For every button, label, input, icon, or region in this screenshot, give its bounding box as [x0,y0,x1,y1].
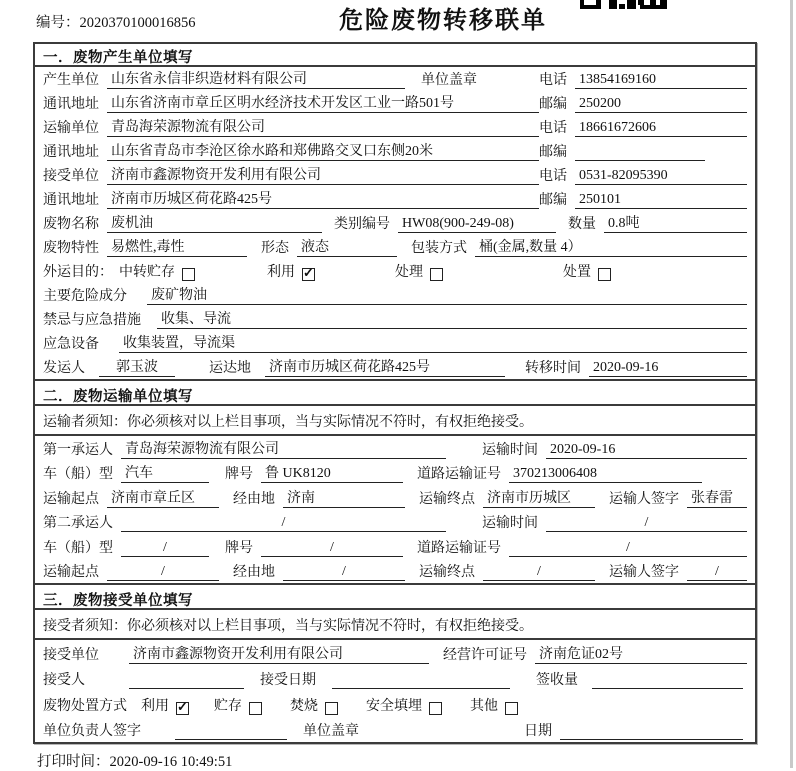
hazard-components-value: 废矿物油 [147,284,747,305]
via1-value: 济南 [283,487,405,508]
received-qty-label: 签收量 [536,673,578,688]
road-permit1-value: 370213006408 [509,466,702,483]
transporter-zip-value [575,160,705,161]
phone-label: 电话 [539,73,567,88]
end-label: 运输终点 [419,491,475,507]
sender-value: 郭玉波 [99,356,175,377]
emergency-equip-value: 收集装置，导流渠 [119,332,747,353]
dispatch-row [35,355,755,379]
section-1-header: 一．废物产生单位填写 [35,44,755,67]
producer-label: 产生单位 [43,73,99,88]
producer-phone-group [539,69,747,89]
producer-address-row [35,91,755,115]
purpose-option-treat [395,261,443,281]
option-label: 其他 [470,698,498,714]
receiver-label: 接受单位 [43,169,99,184]
receiver-name-value: 济南市鑫源物资开发利用有限公司 [107,164,539,185]
producer-address-value: 山东省济南市章丘区明水经济技术开发区工业一路501号 [107,92,539,113]
zip-label: 邮编 [539,193,567,208]
checkbox-icon [505,702,518,715]
waste-name-value: 废机油 [107,212,322,233]
disposal-option-landfill [366,695,442,715]
road-permit-label: 道路运输证号 [417,540,501,556]
transfer-purpose-label: 外运目的： [43,265,113,280]
option-label: 利用 [141,698,169,714]
plate-label: 牌号 [225,540,253,556]
disposal-option-other [470,695,518,715]
carrier-sign-label: 运输人签字 [609,491,679,507]
print-time-label: 打印时间： [37,754,110,770]
accept-unit-label: 接受单位 [43,647,99,663]
accept-date-label: 接受日期 [260,673,316,688]
plate2-value: / [261,540,403,557]
option-label: 焚烧 [290,698,318,714]
taboo-measures-label: 禁忌与应急措施 [43,313,141,328]
checkbox-icon [430,268,443,281]
packing-label: 包装方式 [411,241,467,256]
purpose-option-dispose [563,261,611,281]
transporter-phone-value: 18661672606 [575,120,747,137]
producer-zip-group [539,93,747,113]
transporter-name-value: 青岛海荣源物流有限公司 [107,116,539,137]
carrier-sign2-value: / [687,564,747,581]
section-2-body [35,436,755,583]
option-label: 中转贮存 [119,265,175,280]
waste-name-row [35,211,755,235]
address-label: 通讯地址 [43,193,99,208]
disposal-method-row [35,691,755,717]
end1-value: 济南市历城区 [483,487,595,508]
carrier-sign1-value: 张春雷 [687,487,747,508]
purpose-option-use [267,261,315,281]
transporter-label: 运输单位 [43,121,99,136]
address-label: 通讯地址 [43,145,99,160]
category-code-label: 类别编号 [334,217,390,232]
option-label: 利用 [267,265,295,280]
vehicle-type1-value: 汽车 [121,462,209,483]
carrier-sign-label: 运输人签字 [609,565,679,580]
doc-number-value: 2020370100016856 [79,15,196,31]
end-label: 运输终点 [419,565,475,580]
origin2-value: / [107,564,219,581]
qr-code-fragment-icon [580,0,668,9]
print-time-value: 2020-09-16 10:49:51 [109,754,233,770]
plate1-value: 鲁 UK8120 [261,462,403,483]
origin-label: 运输起点 [43,491,99,507]
accept-unit-row [35,640,755,666]
checkbox-icon [598,268,611,281]
producer-phone-value: 13854169160 [575,72,747,89]
license-value: 济南危证02号 [535,643,747,664]
transporter-address-value: 山东省青岛市李沧区徐水路和郑佛路交叉口东侧20米 [107,140,539,161]
hazard-components-row [35,283,755,307]
carrier1-row [35,436,755,461]
acceptor-label: 接受人 [43,673,85,688]
transporter-address-row [35,139,755,163]
destination-value: 济南市历城区荷花路425号 [265,356,505,377]
zip-label: 邮编 [539,145,567,160]
accept-unit-value: 济南市鑫源物资开发利用有限公司 [129,643,429,664]
option-label: 贮存 [214,698,242,714]
unit-seal-label: 单位盖章 [303,724,359,739]
transport-time-label: 运输时间 [482,516,538,531]
receiver-address-value: 济南市历城区荷花路425号 [107,188,539,209]
checkbox-icon [182,268,195,281]
section-2-notice: 运输者须知：你必须核对以上栏目事项，当与实际情况不符时，有权拒绝接受。 [35,406,755,436]
receiver-phone-value: 0531-82095390 [575,168,747,185]
category-code-value: HW08(900-249-08) [398,216,556,233]
option-label: 处置 [563,265,591,280]
packing-value: 桶(金属,数量 4） [475,236,747,257]
receiver-phone-group [539,165,747,185]
quantity-value: 0.8吨 [604,212,747,233]
purpose-option-storage [119,261,195,281]
checkbox-icon [302,268,315,281]
option-label: 安全填埋 [366,698,422,714]
checkbox-icon [325,702,338,715]
quantity-label: 数量 [568,217,596,232]
acceptor-value [129,688,244,689]
vehicle-type-label: 车（船）型 [43,540,113,556]
page-title: 危险废物转移联单 [339,8,547,34]
transfer-purpose-row [35,259,755,283]
section-3-header: 三．废物接受单位填写 [35,583,755,610]
section-2-header: 二．废物运输单位填写 [35,379,755,406]
accept-date-value [332,688,510,689]
address-label: 通讯地址 [43,97,99,112]
origin1-value: 济南市章丘区 [107,487,219,508]
disposal-option-storage [214,695,262,715]
hazard-components-label: 主要危险成分 [43,289,127,304]
disposal-method-label: 废物处置方式 [43,698,127,714]
acceptor-row [35,666,755,692]
date-label: 日期 [524,724,552,739]
sender-label: 发运人 [43,361,85,376]
checkbox-icon [429,702,442,715]
form-label: 形态 [261,241,289,256]
road-permit2-value: / [509,540,747,557]
end2-value: / [483,564,595,581]
section-3-notice: 接受者须知：你必须核对以上栏目事项，当与实际情况不符时，有权拒绝接受。 [35,610,755,640]
disposal-option-incinerate [290,695,338,715]
page-right-edge [790,0,793,768]
transport-time2-value: / [546,515,747,532]
disposal-option-use [141,695,189,715]
vehicle2-row [35,534,755,559]
via-label: 经由地 [233,565,275,580]
section-1-body [35,67,755,379]
emergency-equip-label: 应急设备 [43,337,99,352]
carrier1-label: 第一承运人 [43,442,113,458]
unit-seal-label: 单位盖章 [421,73,477,88]
transporter-row [35,115,755,139]
waste-props-label: 废物特性 [43,241,99,256]
carrier2-label: 第二承运人 [43,516,113,531]
route1-row [35,485,755,510]
waste-name-label: 废物名称 [43,217,99,232]
license-label: 经营许可证号 [443,647,527,663]
date-value [560,739,743,740]
transport-time1-value: 2020-09-16 [546,442,747,459]
transfer-time-label: 转移时间 [525,361,581,376]
manifest-table [33,42,757,744]
vehicle1-row [35,461,755,486]
receiver-row [35,163,755,187]
doc-number-label: 编号： [36,15,80,31]
taboo-measures-value: 收集、导流 [157,308,747,329]
phone-label: 电话 [539,121,567,136]
origin-label: 运输起点 [43,565,99,580]
waste-props-row [35,235,755,259]
road-permit-label: 道路运输证号 [417,467,501,482]
plate-label: 牌号 [225,467,253,482]
taboo-measures-row [35,307,755,331]
transfer-time-value: 2020-09-16 [589,360,747,377]
waste-props-value: 易燃性,毒性 [107,236,247,257]
received-qty-value [592,688,743,689]
producer-row [35,67,755,91]
option-label: 处理 [395,265,423,280]
carrier2-row [35,510,755,535]
checkbox-icon [249,702,262,715]
producer-zip-value: 250200 [575,96,747,113]
checkbox-icon [176,702,189,715]
chief-sign-row [35,717,755,743]
phone-label: 电话 [539,169,567,184]
section-3-body [35,640,755,742]
form-value: 液态 [297,236,397,257]
zip-label: 邮编 [539,97,567,112]
transporter-phone-group [539,117,747,137]
chief-sign-value [175,739,287,740]
receiver-zip-value: 250101 [575,192,747,209]
transporter-zip-group [539,141,705,161]
via-label: 经由地 [233,491,275,507]
carrier2-value: / [121,515,446,532]
producer-name-value: 山东省永信非织造材料有限公司 [107,68,405,89]
receiver-address-row [35,187,755,211]
transport-time-label: 运输时间 [482,442,538,458]
receiver-zip-group [539,189,747,209]
emergency-equip-row [35,331,755,355]
chief-sign-label: 单位负责人签字 [43,724,141,739]
destination-label: 运达地 [209,361,251,376]
carrier1-value: 青岛海荣源物流有限公司 [121,438,446,459]
via2-value: / [283,564,405,581]
route2-row [35,559,755,584]
vehicle-type2-value: / [121,540,209,557]
vehicle-type-label: 车（船）型 [43,467,113,482]
